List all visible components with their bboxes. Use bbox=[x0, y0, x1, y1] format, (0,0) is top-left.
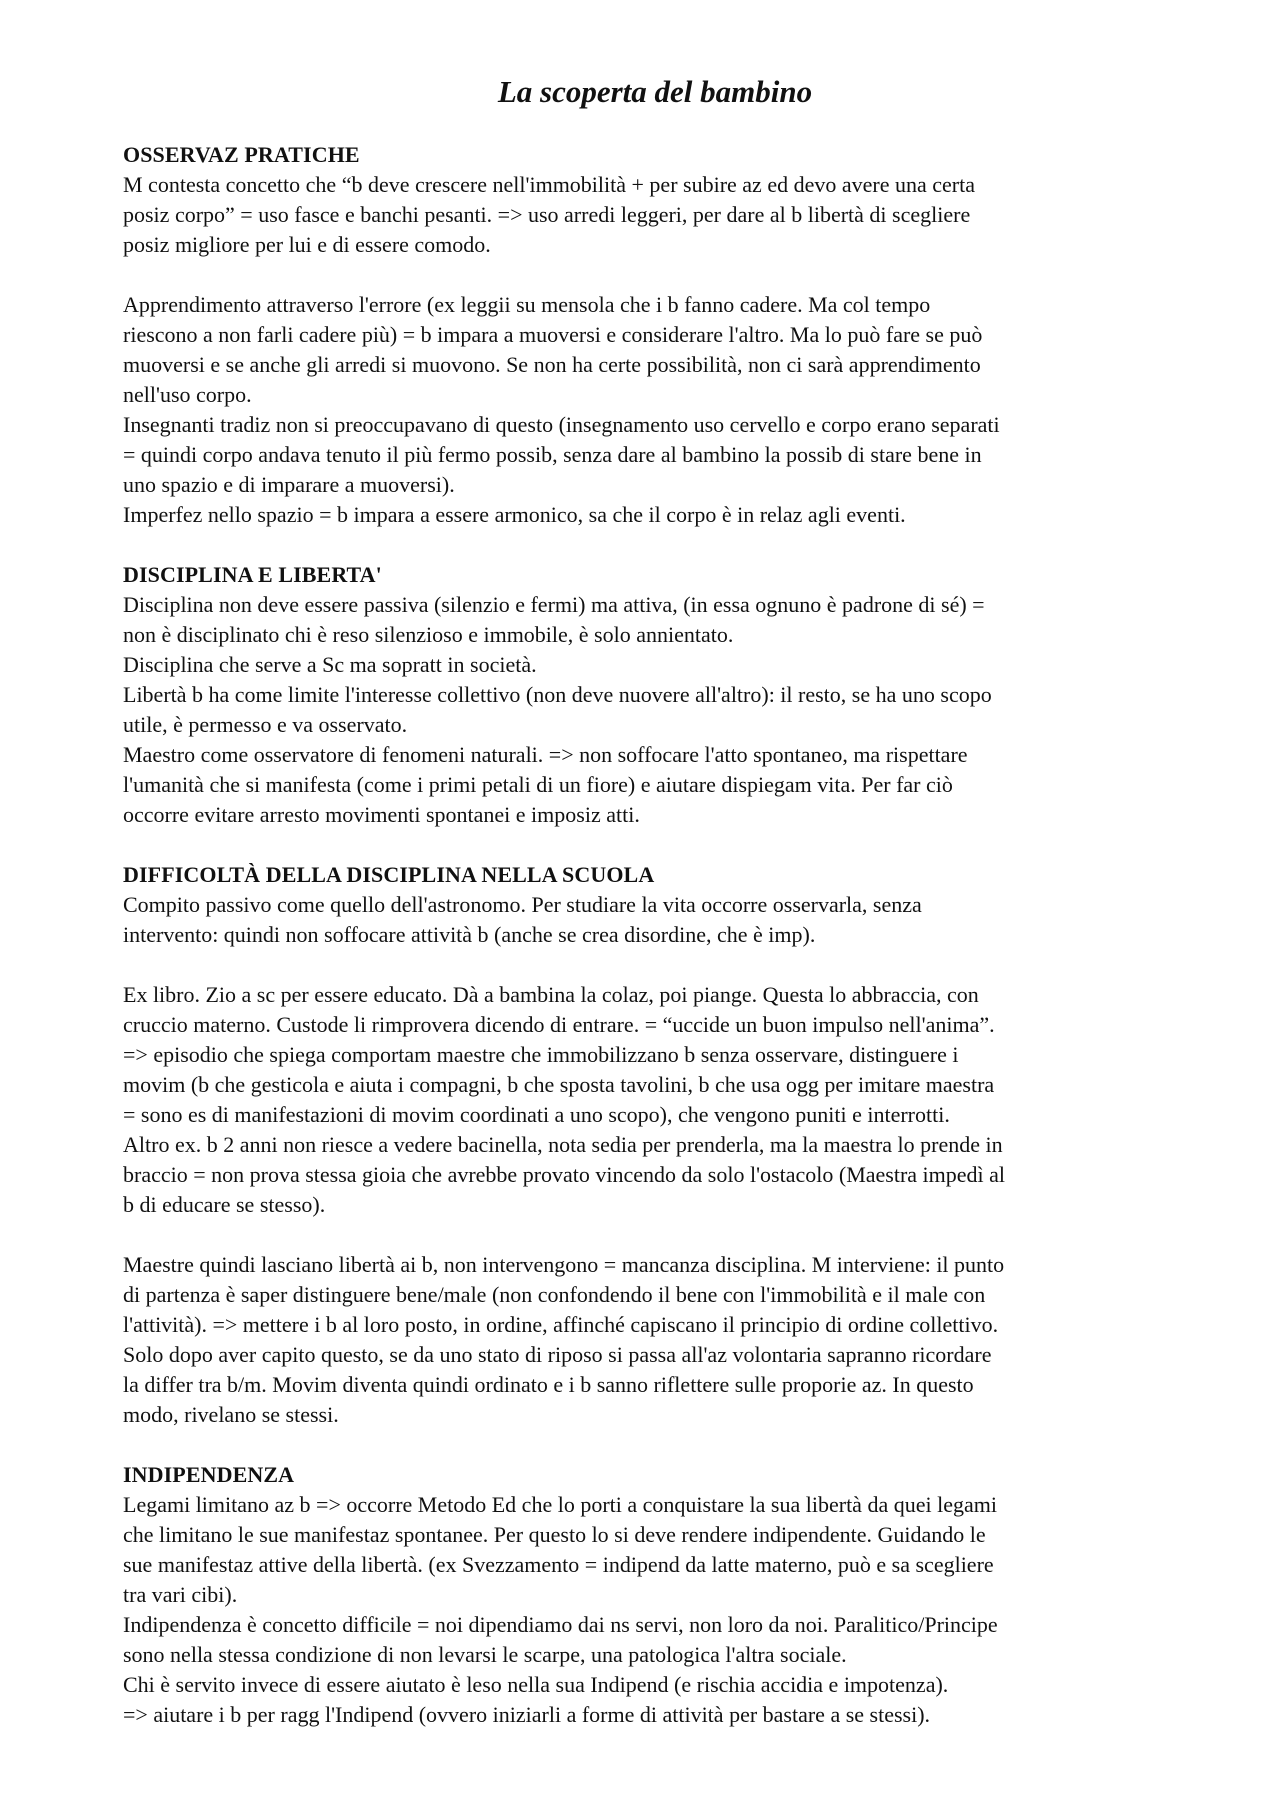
section-heading: DIFFICOLTÀ DELLA DISCIPLINA NELLA SCUOLA bbox=[123, 862, 655, 887]
paragraph: Compito passivo come quello dell'astronomo. Per studiare la vita occorre osservarla, senza intervento: quindi non soffocare attività b (anche se crea disordine, che è imp). bbox=[123, 892, 922, 947]
section-osservaz-pratiche bbox=[123, 140, 1173, 530]
document-title: La scoperta del bambino bbox=[497, 74, 813, 109]
section-heading: OSSERVAZ PRATICHE bbox=[123, 142, 360, 167]
document-page bbox=[123, 70, 1173, 1730]
paragraph: Ex libro. Zio a sc per essere educato. Dà a bambina la colaz, poi piange. Questa lo abbraccia, con cruccio materno. Custode li rimprovera dicendo di entrare. = “uccide un buon impulso nell'anima”. => episodio che spiega comportam maestre che immobilizzano b senza osservare, distinguere i movim (b che gesticola e aiuta i compagni, b che sposta tavolini, b che usa ogg per imitare maestra = sono es di manifestazioni di movim coordinati a uno scopo), che vengono puniti e interrotti. Altro ex. b 2 anni non riesce a vedere bacinella, nota sedia per prenderla, ma la maestra lo prende in braccio = non prova stessa gioia che avrebbe provato vincendo da solo l'ostacolo (Maestra impedì al b di educare se stesso). bbox=[123, 982, 1006, 1217]
paragraph: M contesta concetto che “b deve crescere nell'immobilità + per subire az ed devo avere una certa posiz corpo” = uso fasce e banchi pesanti. => uso arredi leggeri, per dare al b libertà di scegliere posiz migliore per lui e di essere comodo. bbox=[123, 172, 975, 257]
paragraph: Legami limitano az b => occorre Metodo Ed che lo porti a conquistare la sua libertà da quei legami che limitano le sue manifestaz spontanee. Per questo lo si deve rendere indipendente. Guidando le sue manifestaz attive della libertà. (ex Svezzamento = indipend da latte materno, può e sa scegliere tra vari cibi). Indipendenza è concetto difficile = noi dipendiamo dai ns servi, non loro da noi. Paralitico/Principe sono nella stessa condizione di non levarsi le scarpe, una patologica l'altra sociale. Chi è servito invece di essere aiutato è leso nella sua Indipend (e rischia accidia e impotenza). => aiutare i b per ragg l'Indipend (ovvero iniziarli a forme di attività per bastare a se stessi). bbox=[123, 1492, 998, 1727]
paragraph: Apprendimento attraverso l'errore (ex leggii su mensola che i b fanno cadere. Ma col tempo riescono a non farli cadere più) = b impara a muoversi e considerare l'altro. Ma lo può fare se può muoversi e se anche gli arredi si muovono. Se non ha certe possibilità, non ci sarà apprendimento nell'uso corpo. Insegnanti tradiz non si preoccupavano di questo (insegnamento uso cervello e corpo erano separati = quindi corpo andava tenuto il più fermo possib, senza dare al bambino la possib di stare bene in uno spazio e di imparare a muoversi). Imperfez nello spazio = b impara a essere armonico, sa che il corpo è in relaz agli eventi. bbox=[123, 292, 1000, 527]
section-indipendenza bbox=[123, 1460, 1173, 1730]
section-heading: DISCIPLINA E LIBERTA' bbox=[123, 562, 382, 587]
section-disciplina-e-liberta bbox=[123, 560, 1173, 830]
section-difficolta-disciplina bbox=[123, 860, 1173, 1430]
section-heading: INDIPENDENZA bbox=[123, 1462, 295, 1487]
paragraph: Disciplina non deve essere passiva (silenzio e fermi) ma attiva, (in essa ognuno è padrone di sé) = non è disciplinato chi è reso silenzioso e immobile, è solo annientato. Disciplina che serve a Sc ma sopratt in società. Libertà b ha come limite l'interesse collettivo (non deve nuovere all'altro): il resto, se ha uno scopo utile, è permesso e va osservato. Maestro come osservatore di fenomeni naturali. => non soffocare l'atto spontaneo, ma rispettare l'umanità che si manifesta (come i primi petali di un fiore) e aiutare dispiegam vita. Per far ciò occorre evitare arresto movimenti spontanei e imposiz atti. bbox=[123, 592, 992, 827]
paragraph: Maestre quindi lasciano libertà ai b, non intervengono = mancanza disciplina. M interviene: il punto di partenza è saper distinguere bene/male (non confondendo il bene con l'immobilità e il male con l'attività). => mettere i b al loro posto, in ordine, affinché capiscano il principio di ordine collettivo. Solo dopo aver capito questo, se da uno stato di riposo si passa all'az volontaria sapranno ricordare la differ tra b/m. Movim diventa quindi ordinato e i b sanno riflettere sulle proporie az. In questo modo, rivelano se stessi. bbox=[123, 1252, 1005, 1427]
